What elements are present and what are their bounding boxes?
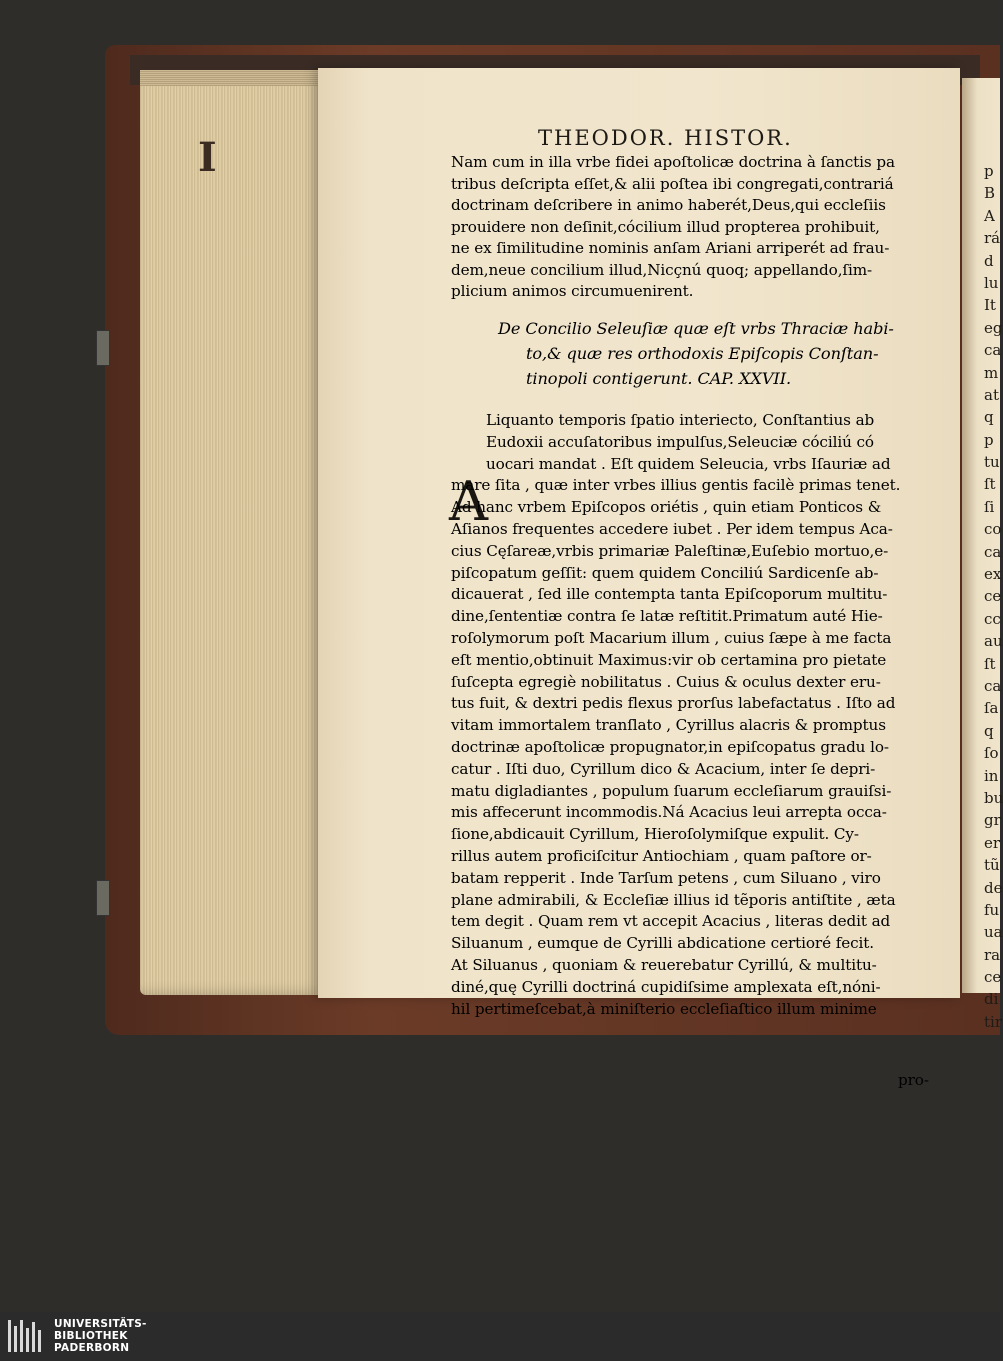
facing-page-fragment: tir <box>984 1012 1002 1031</box>
facing-page-fragment: q <box>984 721 994 740</box>
text-line: tem degit . Quam rem vt accepit Acacius , literas dedit ad <box>451 912 891 931</box>
text-line: Siluanum , eumque de Cyrilli abdicatione certioré fecit. <box>451 934 875 953</box>
facing-page-fragment: de <box>984 878 1003 897</box>
library-logo-icon <box>6 1316 44 1356</box>
facing-page-fragment: bu <box>984 788 1003 807</box>
clasp-upper <box>96 330 110 366</box>
library-name-line: PADERBORN <box>54 1342 130 1354</box>
facing-page-fragment: ſa <box>984 699 999 718</box>
text-line: piſcopatum geſſit: quem quidem Conciliú Sardicenſe ab- <box>451 563 879 582</box>
facing-page-fragment: ſt <box>984 475 996 494</box>
text-line: cius Cęſareæ,vrbis primariæ Paleſtinæ,Euſebio mortuo,e- <box>451 541 889 560</box>
facing-page-fragment: ca <box>984 542 1002 561</box>
library-name-line: BIBLIOTHEK <box>54 1330 128 1342</box>
text-line: mis affecerunt incommodis.Ná Acacius leui arrepta occa- <box>451 803 887 822</box>
text-line: Eudoxii accuſatoribus impulſus,Seleuciæ cóciliú có <box>486 432 874 451</box>
text-line: tinopoli contigerunt. CAP. XXVII. <box>526 369 792 388</box>
facing-page-fragment: fu <box>984 900 1000 919</box>
facing-page-fragment: d <box>984 251 994 270</box>
library-name <box>54 1318 147 1354</box>
facing-page-edge <box>962 78 1003 1031</box>
text-line: matu digladiantes , populum ſuarum eccleſiarum grauiſsi- <box>451 781 892 800</box>
text-line: Aſianos frequentes accedere iubet . Per idem tempus Aca- <box>451 520 893 538</box>
facing-page-fragment: p <box>984 162 994 180</box>
text-line: uocari mandat . Eſt quidem Seleucia, vrbs Iſauriæ ad <box>486 454 891 473</box>
facing-page-fragment: p <box>984 430 994 449</box>
facing-page-fragment: di <box>984 990 999 1009</box>
facing-page-fragment: in <box>984 766 999 785</box>
facing-page-fragment: B <box>984 184 996 203</box>
text-line: dine,ſententiæ contra ſe latæ reſtitit.Primatum auté Hie- <box>451 607 883 626</box>
facing-page-fragment: eg <box>984 318 1003 337</box>
library-name-line: UNIVERSITÄTS- <box>54 1318 147 1330</box>
facing-page-fragment: m <box>984 363 999 382</box>
clasp-lower <box>96 880 110 916</box>
text-line: ne ex ſimilitudine nominis anſam Ariani arriperét ad frau- <box>451 239 890 257</box>
text-line: doctrinam deſcribere in animo haberét,Deus,qui eccleſiis <box>451 196 886 214</box>
text-line: mare ſita , quæ inter vrbes illius gentis facilè primas tenet. <box>451 476 901 495</box>
facing-page-fragment: ca <box>984 676 1002 695</box>
facing-page-fragment: cc <box>984 609 1001 628</box>
text-line: At Siluanus , quoniam & reuerebatur Cyrillú, & multitu- <box>451 956 877 974</box>
text-line: ſione,abdicauit Cyrillum, Hieroſolymiſque expulit. Cy- <box>451 825 859 844</box>
facing-page-fragment: ca <box>984 341 1002 360</box>
facing-page-fragment: co <box>984 520 1002 539</box>
facing-page-fragment: It <box>984 296 996 315</box>
facing-page-fragment: ex <box>984 565 1002 584</box>
text-line: prouidere non deſinit,cócilium illud propterea prohibuit, <box>451 217 880 236</box>
facing-page-fragment: ſi <box>984 497 995 516</box>
catchword: pro- <box>898 1071 929 1089</box>
facing-page-fragment: ce <box>984 587 1002 606</box>
text-line: roſolymorum poſt Macarium illum , cuius ſæpe à me facta <box>451 629 892 647</box>
text-line: plane admirabili, & Eccleſiæ illius id tẽporis antiſtite , æta <box>451 890 896 909</box>
facing-page-fragment: A <box>984 206 995 225</box>
page-fore-edge <box>140 70 330 995</box>
text-line: doctrinæ apoſtolicæ propugnator,in epiſcopatus gradu lo- <box>451 738 889 756</box>
facing-page-fragment: au <box>984 632 1003 651</box>
facing-page-fragment: lu <box>984 273 999 292</box>
library-footer <box>0 1312 1000 1361</box>
text-line: Liquanto temporis ſpatio interiecto, Conſtantius ab <box>486 411 875 429</box>
text-line: dicauerat , ſed ille contempta tanta Epiſcoporum multitu- <box>451 585 888 604</box>
facing-page-fragment: rá <box>984 229 1001 248</box>
text-line: to,& quæ res orthodoxis Epiſcopis Conſtan- <box>526 344 879 363</box>
text-line: tus fuit, & dextri pedis flexus prorſus labefactatus . Iſto ad <box>451 694 896 713</box>
text-line: diné,quę Cyrilli doctriná cupidiſsime amplexata eſt,nóni- <box>451 977 881 996</box>
text-line: eſt mentio,obtinuit Maximus:vir ob certamina pro pietate <box>451 650 887 669</box>
text-line: De Concilio Seleuſiæ quæ eſt vrbs Thraciæ habi- <box>498 319 894 338</box>
facing-page-fragment: tu <box>984 453 1000 472</box>
facing-page-fragment: er <box>984 833 1001 852</box>
text-line: dem,neue concilium illud,Nicçnú quoq; appellando,ſim- <box>451 260 873 279</box>
facing-page-fragment: gr <box>984 811 1001 830</box>
text-line: Ad hanc vrbem Epiſcopos oriétis , quin etiam Ponticos & <box>451 498 882 517</box>
facing-page-fragment: ra <box>984 945 1001 964</box>
text-page <box>318 68 960 1089</box>
facing-page-fragment: tũ <box>984 856 1000 875</box>
fore-edge-mark: I <box>198 134 217 181</box>
text-line: vitam immortalem tranſlato , Cyrillus alacris & promptus <box>451 716 886 735</box>
facing-page-fragment: ſo <box>984 744 999 763</box>
text-line: catur . Iſti duo, Cyrillum dico & Acacium, inter ſe depri- <box>451 759 876 778</box>
text-line: batam repperit . Inde Tarſum petens , cum Siluano , viro <box>451 868 881 887</box>
facing-page-fragment: q <box>984 408 994 427</box>
facing-page-fragment: at <box>984 385 999 404</box>
facing-page-fragment: ce <box>984 968 1002 987</box>
text-line: plicium animos circumuenirent. <box>451 282 694 300</box>
drop-cap: A <box>449 470 488 533</box>
text-line: rillus autem proficiſcitur Antiochiam , quam paſtore or- <box>451 847 872 865</box>
facing-page-fragment: ſt <box>984 654 996 673</box>
facing-page-fragment: ua <box>984 923 1003 942</box>
text-line: ſuſcepta egregiè nobilitatus . Cuius & oculus dexter eru- <box>451 672 881 691</box>
text-line: tribus deſcripta eſſet,& alii poſtea ibi congregati,contrariá <box>451 174 894 193</box>
text-line: Nam cum in illa vrbe fidei apoſtolicæ doctrina à ſanctis pa <box>451 153 895 171</box>
text-line: hil pertimeſcebat,à miniſterio eccleſiaſtico illum minime <box>451 999 877 1018</box>
running-head: THEODOR. HISTOR. <box>538 126 793 150</box>
